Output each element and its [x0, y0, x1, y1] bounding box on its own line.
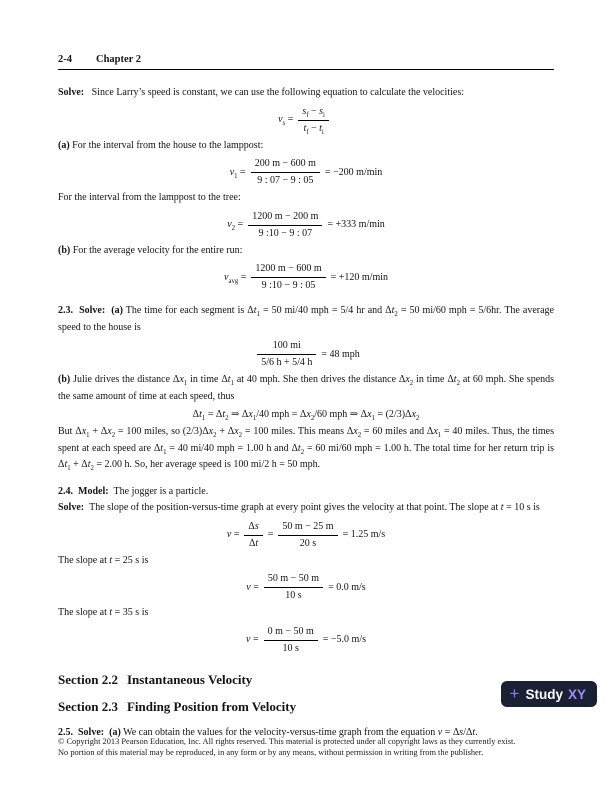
equation-lhs: v = — [246, 581, 259, 593]
logo-text-study: Study — [525, 686, 563, 702]
copyright-footer — [58, 736, 562, 758]
equation-velocity-definition — [58, 105, 554, 136]
equation-lhs: $v_{avg}$ = — [223, 271, 247, 285]
equation-lhs: $v_2$ = — [227, 219, 244, 232]
fraction-denominator: 10 s — [282, 642, 299, 654]
equation-lhs: v = — [226, 529, 240, 540]
copyright-line-2: No portion of this material may be reproduced, in any form or by any means, without permission in writing from the publisher. — [58, 748, 484, 757]
fraction — [264, 625, 318, 656]
fraction-numerator: Δs — [244, 520, 262, 536]
fraction-denominator: Δt — [248, 537, 259, 549]
equation-rhs: = −200 m/min — [324, 166, 383, 178]
fraction-numerator: 0 m − 50 m — [264, 625, 318, 641]
equation-slope-t35 — [58, 625, 554, 656]
solve-intro-paragraph: Solve: Since Larry’s speed is constant, we can use the following equation to calculate the velocities: — [58, 87, 464, 98]
fraction-numerator: 1200 m − 600 m — [251, 262, 325, 278]
studyxy-logo — [501, 681, 597, 707]
section-number: Section 2.2 — [58, 671, 118, 687]
equation-rhs: = −5.0 m/s — [322, 634, 367, 645]
fraction — [251, 157, 320, 188]
fraction — [251, 262, 325, 293]
equation-lhs: $v_s$ = — [278, 114, 294, 127]
fraction-denominator: 9 :10 − 9 : 05 — [261, 280, 316, 291]
logo-text-xy: XY — [567, 686, 586, 702]
problem-2-4-solve: Solve: The slope of the position-versus-time graph at every point gives the velocity at that point. The slope at t = 10 s is — [58, 502, 540, 513]
slope-25-paragraph: The slope at t = 25 s is — [58, 554, 149, 566]
equation-lhs: v = — [245, 634, 259, 645]
equation-rhs: = 1.25 m/s — [342, 529, 386, 540]
equation-time-equality: $\Delta t_1 = \Delta t_2$ ⇒ $\Delta x_1/40$ mph = $\Delta x_2/60$ mph ⇒ $\Delta x_1 = (2/3)\Delta x_2$ — [192, 409, 420, 422]
solutions-content — [58, 85, 554, 741]
section-title: Instantaneous Velocity — [126, 671, 253, 687]
fraction-denominator: 20 s — [299, 537, 317, 549]
fraction-numerator: 1200 m − 200 m — [248, 210, 322, 226]
problem-2-5-solve: 2.5. Solve: (a) We can obtain the values for the velocity-versus-time graph from the equation v = Δs/Δt. — [58, 726, 478, 738]
problem-2-3-part-b-continued: But $\Delta x_1 + \Delta x_2 = 100$ miles, so $(2/3)\Delta x_2 + \Delta x_2 = 100$ miles. This means $\Delta x_2 = 60$ miles and $\Delta x_1 = 40$ miles. Thus, the times spent at each speed are $\Delta t_1 = 40$ mi/40 mph = 1.00 h and $\Delta t_2 = 60$ mi/60 mph = 1.00 h. The total time for her return trip is $\Delta t_1 + \Delta t_2 = 2.00$ h. So, her average speed is 100 mi/2 h = 50 mph. — [58, 426, 555, 472]
fraction-denominator: 9 :10 − 9 : 07 — [258, 227, 313, 239]
fraction-denominator: 10 s — [285, 590, 302, 601]
plus-icon: + — [509, 683, 520, 703]
problem-2-3-part-a: 2.3. Solve: (a) The time for each segment is $\Delta t_1 = 50$ mi/40 mph = 5/4 hr and $\Delta t_2 = 50$ mi/60 mph = 5/6hr. The average speed to the house is — [58, 305, 554, 333]
section-number: Section 2.3 — [58, 698, 118, 714]
section-heading-2-3 — [58, 699, 554, 715]
section-title: Finding Position from Velocity — [126, 698, 297, 714]
page-header — [58, 54, 554, 70]
lamppost-tree-paragraph: For the interval from the lamppost to the tree: — [58, 192, 241, 203]
fraction-numerator: 50 m − 25 m — [278, 520, 337, 536]
problem-2-4-model: 2.4. Model: The jogger is a particle. — [58, 485, 209, 497]
section-heading-2-2 — [58, 672, 554, 688]
fraction-numerator: 50 m − 50 m — [264, 572, 323, 588]
equation-equals: = — [267, 529, 274, 540]
fraction-numerator: $s_f - s_i$ — [298, 105, 329, 121]
fraction-denominator: 5/6 h + 5/4 h — [261, 357, 313, 368]
equation-rhs: = +333 m/min — [327, 219, 385, 230]
equation-rhs: = 48 mph — [321, 348, 360, 360]
equation-vavg — [58, 262, 554, 293]
equation-slope-t25 — [58, 572, 554, 603]
fraction — [278, 520, 337, 551]
part-a-paragraph: (a) For the interval from the house to the lamppost: — [58, 139, 264, 151]
page-number: 2-4 — [58, 54, 72, 65]
copyright-line-1: © Copyright 2013 Pearson Education, Inc. All rights reserved. This material is protected under all copyright laws as they currently exist. — [58, 737, 516, 746]
slope-35-paragraph: The slope at t = 35 s is — [58, 607, 149, 618]
equation-rhs: = 0.0 m/s — [328, 581, 366, 593]
fraction — [248, 210, 322, 241]
fraction — [264, 572, 323, 603]
fraction-numerator: 100 mi — [257, 339, 316, 355]
chapter-title: Chapter 2 — [96, 54, 142, 65]
fraction-denominator: 9 : 07 − 9 : 05 — [257, 175, 314, 186]
fraction-numerator: 200 m − 600 m — [251, 157, 320, 173]
equation-rhs: = +120 m/min — [330, 271, 389, 283]
equation-average-speed — [58, 339, 554, 370]
fraction — [257, 339, 316, 370]
fraction — [298, 105, 329, 136]
problem-2-3-part-b: (b) Julie drives the distance $\Delta x_1$ in time $\Delta t_1$ at 40 mph. She then drives the distance $\Delta x_2$ in time $\Delta t_2$ at 60 mph. She spends the same amount of time at each speed, thus — [58, 374, 555, 402]
equation-v1 — [58, 157, 554, 188]
fraction — [244, 520, 262, 551]
equation-slope-t10 — [58, 520, 554, 551]
part-b-paragraph: (b) For the average velocity for the entire run: — [58, 244, 243, 256]
fraction-denominator: $t_f - t_i$ — [303, 122, 324, 136]
equation-lhs: $v_1$ = — [229, 166, 246, 180]
equation-v2 — [58, 210, 554, 241]
